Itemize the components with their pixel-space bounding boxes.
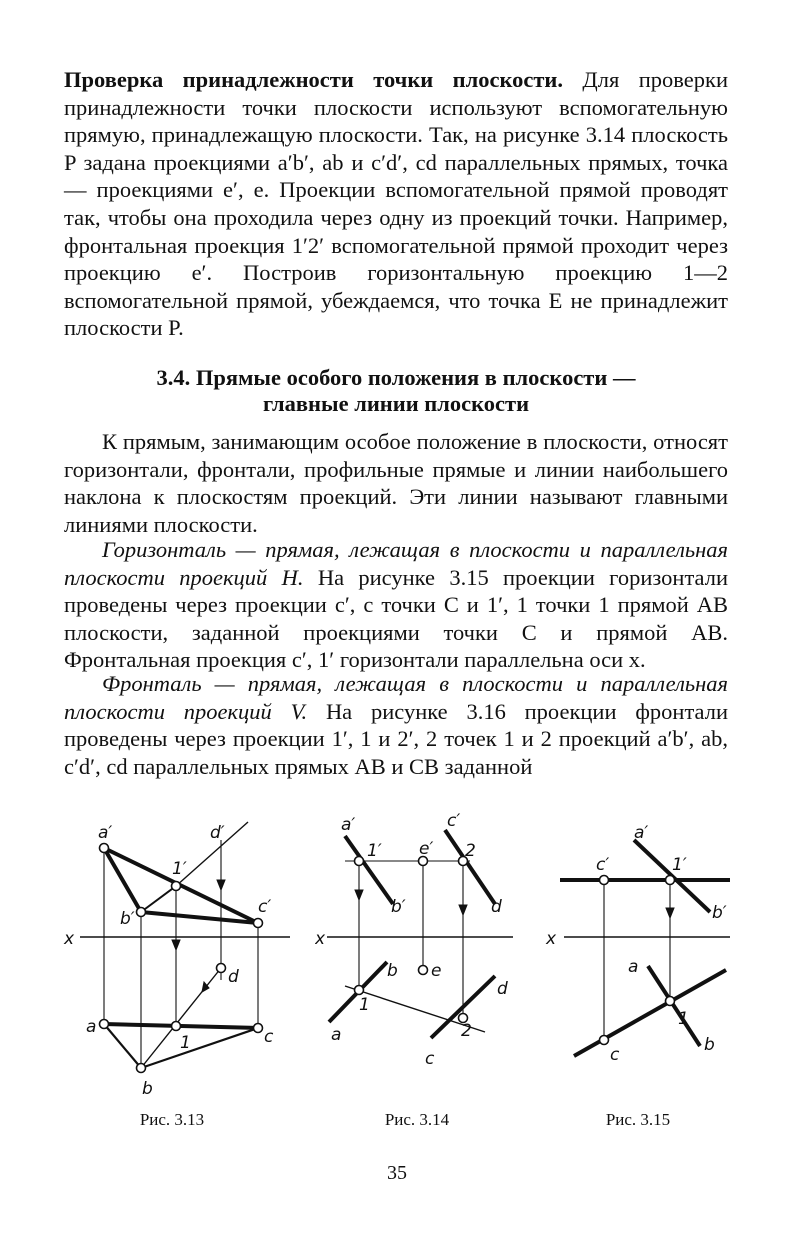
label-d: d (228, 967, 239, 987)
paragraph-main-lines: К прямым, занимающим особое положение в плоскости, относят горизонтали, фронтали, профильные прямые и линии наибольшего наклона к плоскостям проекций. Эти линии называют главными линиями плоскости. (64, 429, 728, 537)
label-c: c (425, 1049, 435, 1069)
label-b-prime: b′ (712, 903, 727, 923)
label-b: b (704, 1035, 715, 1055)
label-e-prime: e′ (419, 839, 434, 859)
paragraph-membership-check (64, 66, 728, 342)
label-2: 2 (461, 1021, 472, 1041)
figure-caption-3-15: Рис. 3.15 (605, 1110, 671, 1129)
label-a: a (331, 1025, 342, 1045)
label-c: c (264, 1027, 274, 1047)
label-d-prime: d (491, 897, 502, 917)
label-2-prime: 2 (465, 841, 476, 861)
label-c: c (610, 1045, 620, 1065)
label-a: a (86, 1017, 97, 1037)
paragraph-frontal (64, 670, 728, 780)
figure-3-14 (315, 800, 525, 1100)
label-a-prime: a′ (341, 815, 356, 835)
section-heading-line2: главные линии плоскости (262, 391, 530, 416)
paragraph-body: На рисунке 3.15 проекции горизонтали проведены через проекции c′, c точки C и 1′, 1 точки 1 прямой AB плоскости, заданной проекциями точки C и прямой AB. Фронтальная проекция c′, 1′ горизонтали параллельна оси x. (64, 564, 729, 673)
label-b-prime: b′ (120, 909, 135, 929)
label-b: b (387, 961, 398, 981)
label-b: b (142, 1079, 153, 1099)
paragraph-body: Для проверки принадлежности точки плоскости используют вспомогательную прямую, принадлежащую плоскости. Так, на рисунке 3.14 плоскость P задана проекциями a′b′, ab и c′d′, cd параллельных прямых, точка — проекциями e′, e. Проекции вспомогательной прямой проводят так, чтобы она проходила через одну из проекций точки. Например, фронтальная проекция 1′2′ вспомогательной прямой проходит через проекцию e′. Построив горизонтальную проекцию 1—2 вспомогательной прямой, убеждаемся, что точка E не принадлежит плоскости P. (64, 67, 728, 341)
label-a-prime: a′ (634, 823, 649, 843)
label-x: x (64, 929, 75, 949)
label-c-prime: c′ (596, 855, 610, 875)
figure-caption-3-13: Рис. 3.13 (139, 1110, 205, 1129)
label-1-prime: 1′ (367, 841, 382, 861)
horizontal-definition: Горизонталь — прямая, лежащая в плоскости и параллельная плоскости проекций H. (64, 537, 728, 590)
label-c-prime: c′ (447, 811, 461, 831)
label-1: 1 (359, 995, 370, 1015)
label-a-prime: a′ (98, 823, 113, 843)
label-b-prime: b′ (391, 897, 406, 917)
label-d-prime: d′ (210, 823, 225, 843)
label-x: x (315, 929, 326, 949)
label-1: 1 (678, 1009, 689, 1029)
paragraph-horizontal (64, 536, 728, 674)
figure-3-13 (60, 800, 300, 1100)
label-1-prime: 1′ (672, 855, 687, 875)
label-1-prime: 1′ (172, 859, 187, 879)
label-c-prime: c′ (258, 897, 272, 917)
label-a: a (628, 957, 639, 977)
figure-3-15 (540, 800, 740, 1100)
label-x: x (546, 929, 557, 949)
section-heading (64, 365, 728, 417)
figure-caption-3-14: Рис. 3.14 (384, 1110, 450, 1129)
label-e: e (431, 961, 442, 981)
frontal-definition: Фронталь — прямая, лежащая в плоскости и параллельная плоскости проекций V. (64, 671, 728, 724)
section-heading-line1: 3.4. Прямые особого положения в плоскости — (156, 365, 636, 390)
page-number: 35 (387, 1162, 407, 1184)
label-1: 1 (180, 1033, 191, 1053)
paragraph-body: На рисунке 3.16 проекции фронтали проведены через проекции 1′, 1 и 2′, 2 точек 1 и 2 проекций a′b′, ab, c′d′, cd параллельных прямых AB и CB заданной (64, 698, 729, 779)
paragraph-lead-bold: Проверка принадлежности точки плоскости. (64, 67, 564, 92)
label-d: d (497, 979, 508, 999)
